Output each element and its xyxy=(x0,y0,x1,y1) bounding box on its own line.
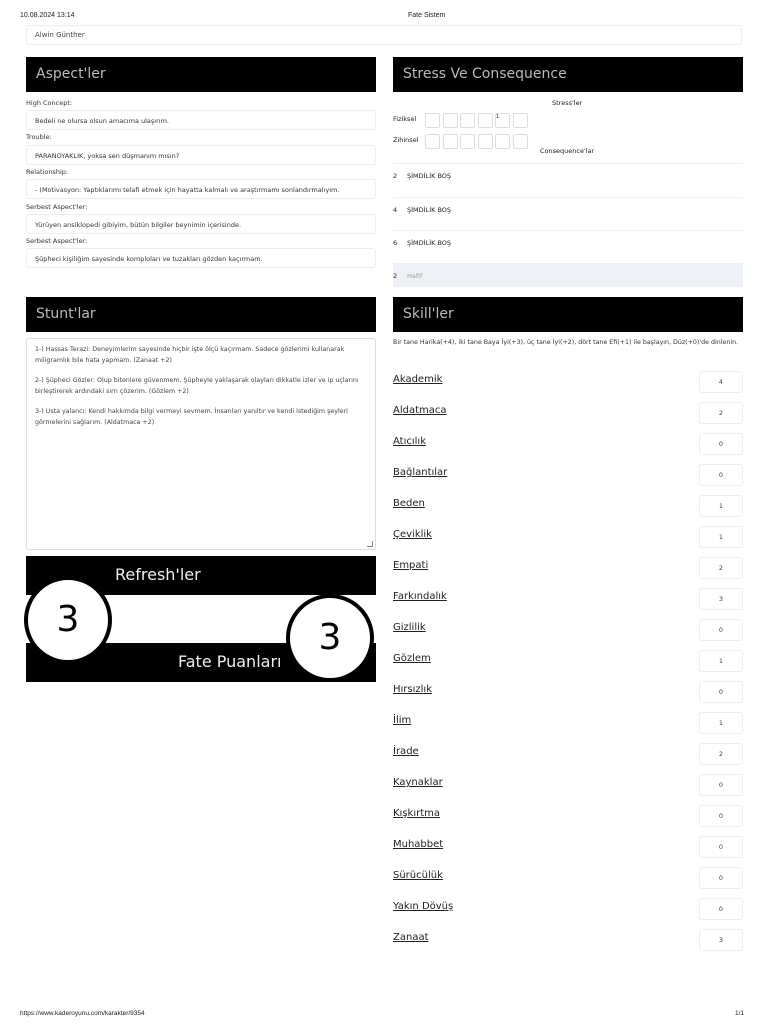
skill-row xyxy=(393,402,743,424)
aspects-header: Aspect'ler xyxy=(26,57,376,92)
physical-stress-box[interactable] xyxy=(460,113,475,128)
skill-row xyxy=(393,495,743,517)
mental-stress-box[interactable] xyxy=(495,134,510,149)
physical-stress-box[interactable] xyxy=(478,113,493,128)
skill-name-link[interactable]: Bağlantılar xyxy=(393,467,448,478)
skill-value-field[interactable]: 2 xyxy=(699,402,743,424)
skill-name-link[interactable]: Beden xyxy=(393,498,425,509)
skill-name-link[interactable]: Aldatmaca xyxy=(393,405,447,416)
skill-value-field[interactable]: 1 xyxy=(699,712,743,734)
physical-stress-box[interactable] xyxy=(443,113,458,128)
skill-value-field[interactable]: 0 xyxy=(699,681,743,703)
skill-value-field[interactable]: 0 xyxy=(699,898,743,920)
skill-row xyxy=(393,867,743,889)
resize-grip-icon[interactable] xyxy=(367,541,373,547)
consequence-row[interactable] xyxy=(393,163,743,187)
skill-row xyxy=(393,712,743,734)
fate-points-value[interactable]: 3 xyxy=(286,594,374,682)
skill-name-link[interactable]: Empati xyxy=(393,560,429,571)
skill-row xyxy=(393,774,743,796)
skill-value-field[interactable]: 1 xyxy=(699,495,743,517)
stunts-header: Stunt'lar xyxy=(26,297,376,332)
skill-value-field[interactable]: 0 xyxy=(699,464,743,486)
skill-row xyxy=(393,588,743,610)
mental-stress-box[interactable] xyxy=(443,134,458,149)
skill-row xyxy=(393,836,743,858)
stress-label: Stress'ler xyxy=(552,99,583,107)
mental-stress-box[interactable] xyxy=(513,134,528,149)
print-date: 10.08.2024 13:14 xyxy=(20,12,75,19)
skill-name-link[interactable]: Gözlem xyxy=(393,653,431,664)
skill-value-field[interactable]: 1 xyxy=(699,526,743,548)
skill-row xyxy=(393,464,743,486)
trouble-field[interactable]: PARANOYAKLIK, yoksa sen düşmanım mısın? xyxy=(26,145,376,165)
consequence-text: ŞİMDİLİK BOŞ xyxy=(407,172,452,180)
relationship-label: Relationship: xyxy=(26,168,69,176)
skill-name-link[interactable]: Akademik xyxy=(393,374,443,385)
skill-name-link[interactable]: Farkındalık xyxy=(393,591,447,602)
skill-value-field[interactable]: 3 xyxy=(699,929,743,951)
skills-hint: Bir tane Harika(+4), iki tane Baya İyi(+3), üç tane İyi(+2), dört tane Efi(+1) ile başlayın, Düz(+0)'de dinlenin. xyxy=(393,339,739,346)
relationship-field[interactable]: - (Motivasyon: Yaptıklarımı telafi etmek için hayatta kalmalı ve araştırmamı sonlandırmalıyım. xyxy=(26,179,376,199)
skill-name-link[interactable]: Kışkırtma xyxy=(393,808,441,819)
fate-points-label: Fate Puanları xyxy=(26,643,376,682)
stunt-item: 1-) Hassas Terazi: Deneyimlerim sayesinde hiçbir işte ölçü kaçırmam. Sadece gözlerimi kullanarak miligramlık bile hata yapmam. (Zanaat +2) xyxy=(35,346,345,364)
free-aspect-1-field[interactable]: Yürüyen ansiklopedi gibiyim, bütün bilgiler beynimin içerisinde. xyxy=(26,214,376,234)
skill-row xyxy=(393,557,743,579)
stunt-item: 3-) Usta yalancı: Kendi hakkımda bilgi vermeyi sevmem. İnsanları yanıltır ve kendi istediğim şeyleri görmelerini sağlarım. (Aldatmaca +2) xyxy=(35,408,348,426)
mental-stress-label: Zihinsel xyxy=(393,136,419,144)
skill-value-field[interactable]: 1 xyxy=(699,650,743,672)
consequence-row[interactable] xyxy=(393,230,743,254)
print-title: Fate Sistem xyxy=(408,12,446,19)
stunts-textarea[interactable] xyxy=(26,338,376,550)
skill-value-field[interactable]: 0 xyxy=(699,805,743,827)
print-url: https://www.kaderoyunu.com/karakter/9354 xyxy=(20,1010,145,1017)
consequence-num: 2 xyxy=(393,172,398,180)
skill-row xyxy=(393,898,743,920)
character-name-field[interactable]: Alwin Günther xyxy=(26,25,742,45)
consequence-num: 2 xyxy=(393,272,398,280)
skill-name-link[interactable]: Kaynaklar xyxy=(393,777,443,788)
skill-value-field[interactable]: 0 xyxy=(699,774,743,796)
skill-name-link[interactable]: Gizlilik xyxy=(393,622,426,633)
consequence-num: 4 xyxy=(393,206,398,214)
trouble-label: Trouble: xyxy=(26,133,52,141)
consequence-text: ŞİMDİLİK BOŞ xyxy=(407,206,452,214)
skill-name-link[interactable]: Sürücülük xyxy=(393,870,443,881)
stunt-item: 2-) Şüpheci Gözler: Olup bitenlere güvenmem. Şüpheyle yaklaşarak olayları dikkatle izler ve ip uçlarını birleştirerek ardındaki sırrı çözerim. (Gözlem +2) xyxy=(35,377,359,395)
consequence-text: ŞİMDİLİK BOŞ xyxy=(407,239,452,247)
skill-value-field[interactable]: 0 xyxy=(699,433,743,455)
mental-stress-box[interactable] xyxy=(425,134,440,149)
skill-name-link[interactable]: Zanaat xyxy=(393,932,429,943)
skill-row xyxy=(393,650,743,672)
skill-value-field[interactable]: 0 xyxy=(699,836,743,858)
stress-header: Stress Ve Consequence xyxy=(393,57,743,92)
skill-value-field[interactable]: 2 xyxy=(699,557,743,579)
high-concept-label: High Concept: xyxy=(26,99,73,107)
skills-header: Skill'ler xyxy=(393,297,743,332)
mental-stress-box[interactable] xyxy=(460,134,475,149)
consequence-row[interactable] xyxy=(393,263,743,287)
skill-name-link[interactable]: Hırsızlık xyxy=(393,684,432,695)
skill-row xyxy=(393,743,743,765)
mental-stress-box[interactable] xyxy=(478,134,493,149)
free-aspect-2-field[interactable]: Şüpheci kişiliğim sayesinde komploları ve tuzakları gözden kaçırmam. xyxy=(26,248,376,268)
skill-name-link[interactable]: Atıcılık xyxy=(393,436,426,447)
refresh-fate-block xyxy=(26,556,376,682)
free-aspect-2-label: Serbest Aspect'ler: xyxy=(26,237,88,245)
skill-name-link[interactable]: İlim xyxy=(393,715,412,726)
skill-row xyxy=(393,681,743,703)
print-header xyxy=(20,12,748,24)
skill-value-field[interactable]: 2 xyxy=(699,743,743,765)
physical-stress-box[interactable]: 1 xyxy=(495,113,510,128)
physical-stress-box[interactable] xyxy=(425,113,440,128)
physical-stress-box[interactable] xyxy=(513,113,528,128)
skill-row xyxy=(393,433,743,455)
skill-name-link[interactable]: Muhabbet xyxy=(393,839,444,850)
skill-row xyxy=(393,371,743,393)
skill-row xyxy=(393,526,743,548)
consequence-label: Consequence'lar xyxy=(540,147,595,155)
skill-value-field[interactable]: 3 xyxy=(699,588,743,610)
skill-name-link[interactable]: Yakın Dövüş xyxy=(393,901,454,912)
free-aspect-1-label: Serbest Aspect'ler: xyxy=(26,203,88,211)
refresh-value[interactable]: 3 xyxy=(24,576,112,664)
consequence-row[interactable] xyxy=(393,197,743,221)
skill-value-field[interactable]: 4 xyxy=(699,371,743,393)
consequence-num: 6 xyxy=(393,239,398,247)
refresh-label: Refresh'ler xyxy=(26,556,376,595)
print-page-number: 1/1 xyxy=(734,1010,744,1017)
skill-value-field[interactable]: 0 xyxy=(699,619,743,641)
skill-row xyxy=(393,619,743,641)
skill-name-link[interactable]: İrade xyxy=(393,746,419,757)
skill-value-field[interactable]: 0 xyxy=(699,867,743,889)
consequence-text: Hafif xyxy=(407,272,423,280)
high-concept-field[interactable]: Bedeli ne olursa olsun amacıma ulaşırım. xyxy=(26,110,376,130)
skill-row xyxy=(393,929,743,951)
physical-stress-label: Fiziksel xyxy=(393,115,417,123)
skill-row xyxy=(393,805,743,827)
skill-name-link[interactable]: Çeviklik xyxy=(393,529,432,540)
